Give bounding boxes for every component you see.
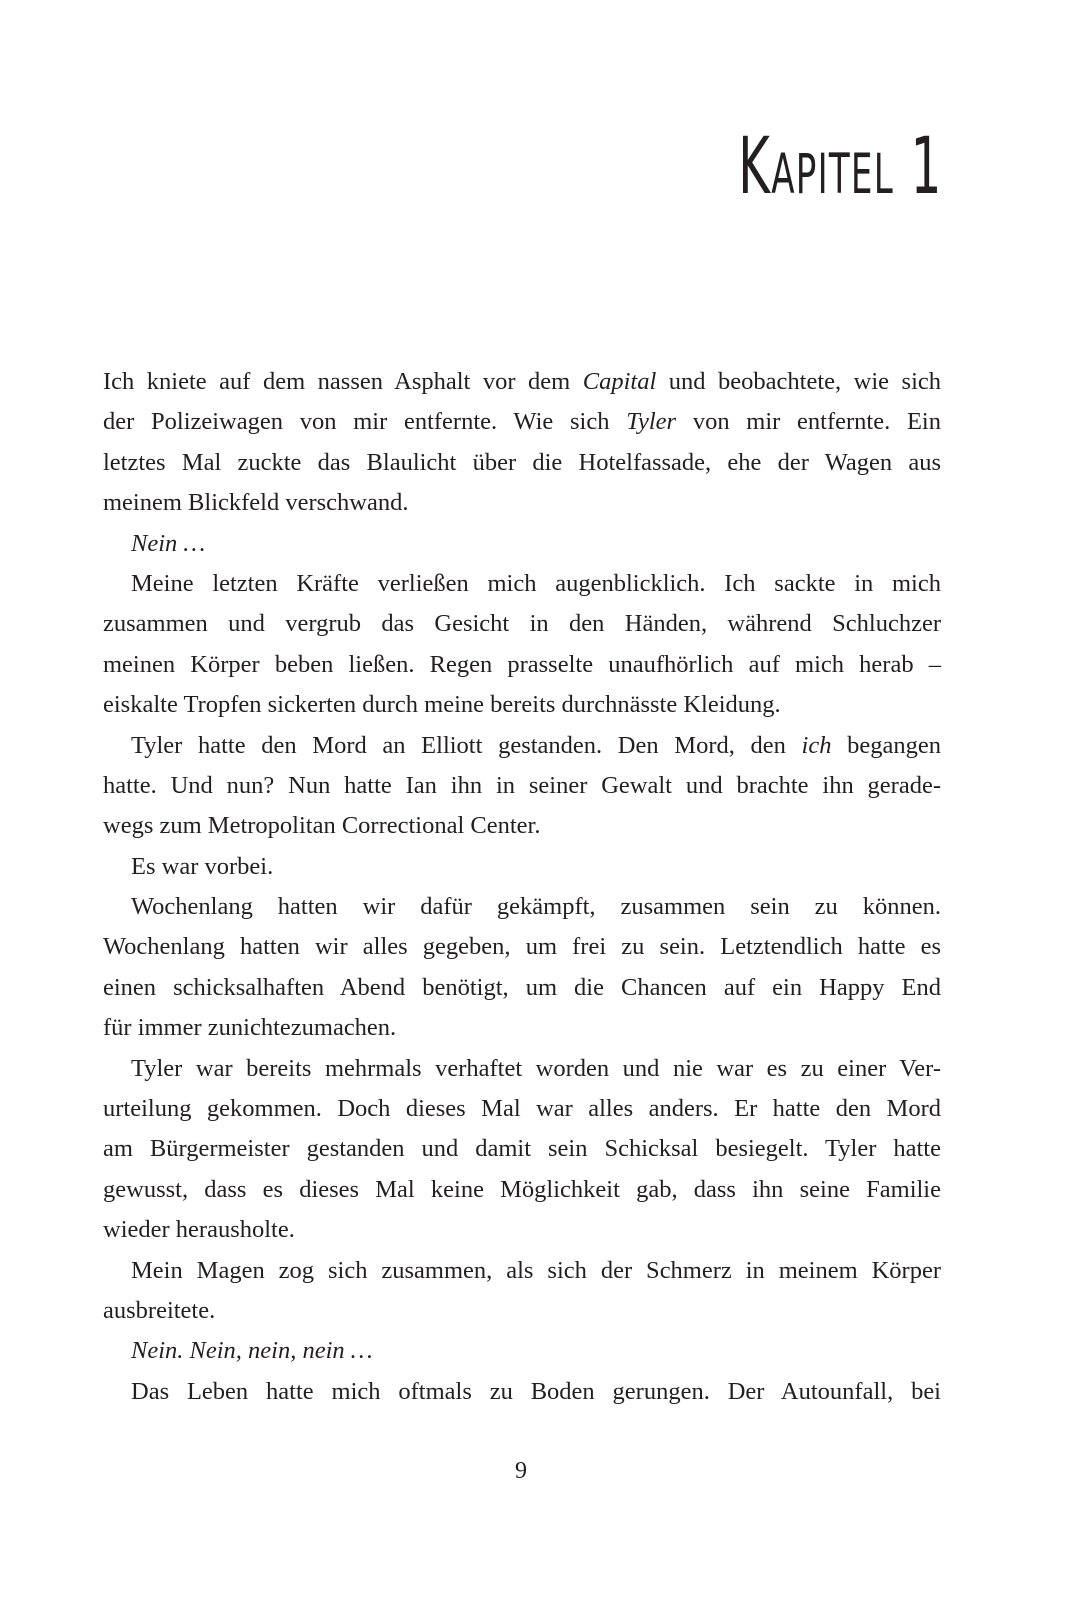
text-line	[103, 726, 941, 766]
text-line	[103, 968, 941, 1008]
text-segment: am Bürgermeister gestanden und damit sein Schicksal besiegelt. Tyler hatte	[103, 1135, 941, 1163]
text-segment: meinen Körper beben ließen. Regen prasselte unaufhörlich auf mich herab –	[103, 650, 941, 678]
text-line	[103, 1089, 941, 1129]
text-segment: zusammen und vergrub das Gesicht in den Händen, während Schluchzer	[103, 610, 941, 638]
text-line	[103, 645, 941, 685]
text-line	[103, 564, 941, 604]
text-line	[103, 1372, 941, 1412]
page-number: 9	[515, 1458, 527, 1484]
text-line	[103, 1291, 941, 1331]
text-segment: Ich kniete auf dem nassen Asphalt vor dem	[103, 368, 583, 395]
text-segment: Tyler hatte den Mord an Elliott gestanden. Den Mord, den	[131, 731, 802, 759]
text-segment: und beobachtete, wie sich	[656, 368, 941, 395]
text-segment: der Polizeiwagen von mir entfernte. Wie sich	[103, 408, 627, 436]
italic-text: Capital	[582, 368, 657, 395]
text-line	[103, 887, 941, 927]
text-line	[103, 1210, 941, 1250]
text-segment: Das Leben hatte mich oftmals zu Boden gerungen. Der Autounfall, bei	[131, 1377, 941, 1405]
chapter-title: Kapitel 1	[738, 122, 943, 212]
text-line	[103, 483, 941, 523]
text-line	[103, 1129, 941, 1169]
text-line	[103, 1008, 941, 1048]
text-segment: Mein Magen zog sich zusammen, als sich der Schmerz in meinem Körper	[131, 1256, 941, 1284]
text-line	[103, 604, 941, 644]
italic-text: Nein …	[131, 529, 206, 557]
text-line	[103, 685, 941, 725]
text-segment: Tyler war bereits mehrmals verhaftet worden und nie war es zu einer Ver-	[131, 1054, 941, 1082]
text-segment: hatte. Und nun? Nun hatte Ian ihn in seiner Gewalt und brachte ihn gerade-	[103, 771, 941, 799]
text-line	[103, 402, 941, 442]
text-line	[103, 847, 941, 887]
text-segment: eiskalte Tropfen sickerten durch meine bereits durchnässte Kleidung.	[103, 691, 781, 719]
text-segment: für immer zunichtezumachen.	[103, 1014, 397, 1042]
text-segment: letztes Mal zuckte das Blaulicht über die Hotelfassade, ehe der Wagen aus	[103, 448, 941, 476]
text-line	[103, 1170, 941, 1210]
italic-text: Nein. Nein, nein, nein …	[131, 1337, 373, 1365]
text-segment: von mir entfernte. Ein	[676, 408, 941, 436]
text-line	[103, 524, 941, 564]
text-segment: wegs zum Metropolitan Correctional Center.	[103, 812, 541, 840]
text-segment: Meine letzten Kräfte verließen mich augenblicklich. Ich sackte in mich	[131, 569, 941, 597]
text-segment: Es war vorbei.	[131, 852, 274, 880]
text-line	[103, 766, 941, 806]
text-line	[103, 1049, 941, 1089]
text-line	[103, 1251, 941, 1291]
text-segment: Wochenlang hatten wir dafür gekämpft, zusammen sein zu können.	[131, 893, 941, 921]
text-segment: gewusst, dass es dieses Mal keine Möglichkeit gab, dass ihn seine Familie	[103, 1175, 941, 1203]
text-segment: einen schicksalhaften Abend benötigt, um die Chancen auf ein Happy End	[103, 973, 941, 1001]
text-line	[103, 362, 941, 402]
italic-text: Tyler	[626, 408, 677, 436]
text-line	[103, 927, 941, 967]
text-line	[103, 806, 941, 846]
text-segment: Wochenlang hatten wir alles gegeben, um frei zu sein. Letztendlich hatte es	[103, 933, 941, 961]
text-segment: urteilung gekommen. Doch dieses Mal war alles anders. Er hatte den Mord	[103, 1095, 941, 1123]
italic-text: ich	[801, 731, 832, 759]
text-segment: wieder herausholte.	[103, 1216, 295, 1244]
text-line	[103, 443, 941, 483]
text-segment: ausbreitete.	[103, 1296, 216, 1324]
body-text	[103, 362, 941, 1412]
text-segment: meinem Blickfeld verschwand.	[103, 489, 409, 517]
text-line	[103, 1331, 941, 1371]
text-segment: begangen	[831, 731, 942, 759]
